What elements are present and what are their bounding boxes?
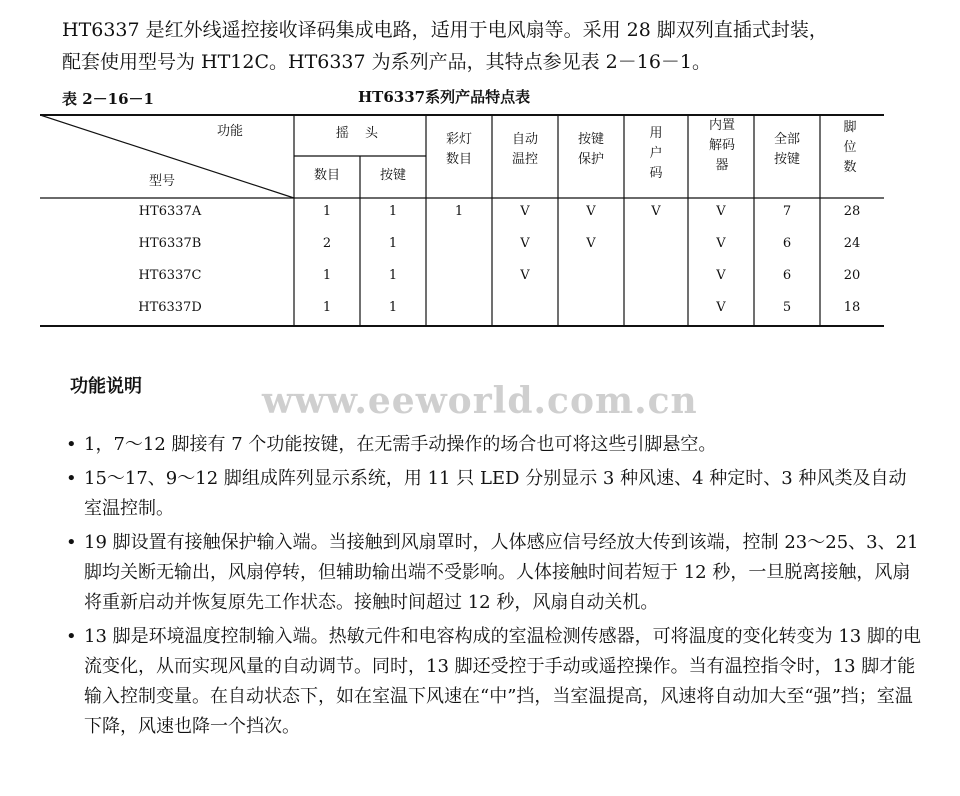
watermark: www.eeworld.com.cn	[262, 380, 698, 422]
bullet-item	[62, 464, 922, 524]
row-a-pins: 28	[843, 204, 861, 219]
bullet-item	[62, 622, 922, 742]
row-a-protect: V	[586, 204, 596, 219]
intro-line-1: HT6337 是红外线遥控接收译码集成电路，适用于电风扇等。采用 28 脚双列直插式封装，	[62, 19, 828, 41]
bullet-list	[62, 430, 922, 746]
header-anjianbaohu: 按键保护	[577, 132, 604, 167]
feature-table	[40, 114, 884, 328]
row-c-decoder: V	[716, 268, 726, 283]
row-a-keys: 7	[782, 204, 792, 219]
bullet-dot: •	[66, 434, 77, 455]
intro-paragraph	[62, 14, 922, 78]
header-zidong: 自动温控	[511, 132, 538, 167]
row-b-yt-key: 1	[388, 236, 398, 251]
bullet-text: 15～17、9～12 脚组成阵列显示系统，用 11 只 LED 分别显示 3 种风速、4 种定时、3 种风类及自动室温控制。	[84, 468, 907, 519]
header-quanbu: 全部按键	[773, 132, 800, 167]
bullet-dot: •	[66, 532, 77, 553]
row-c-pins: 20	[843, 268, 861, 283]
row-b-pins: 24	[843, 236, 861, 251]
header-anjian: 按键	[379, 168, 406, 183]
row-c-yt-key: 1	[388, 268, 398, 283]
row-d-model: HT6337D	[138, 300, 202, 315]
row-d-pins: 18	[843, 300, 861, 315]
row-b-model: HT6337B	[138, 236, 202, 251]
row-c-auto: V	[520, 268, 530, 283]
row-a-model: HT6337A	[138, 204, 202, 219]
row-d-yt-key: 1	[388, 300, 398, 315]
table-number: 表 2－16－1	[62, 90, 154, 108]
corner-function-label: 功能	[216, 124, 243, 139]
header-jiaowei: 脚位数	[843, 120, 857, 175]
bullet-dot: •	[66, 468, 77, 489]
bullet-text: 1，7～12 脚接有 7 个功能按键，在无需手动操作的场合也可将这些引脚悬空。	[84, 434, 717, 455]
row-b-auto: V	[520, 236, 530, 251]
bullet-item	[62, 528, 922, 618]
corner-model-label: 型号	[148, 174, 175, 189]
bullet-text: 13 脚是环境温度控制输入端。热敏元件和电容构成的室温检测传感器，可将温度的变化转变为 13 脚的电流变化，从而实现风量的自动调节。同时，13 脚还受控于手动或遥控操作。当有温控指令时，13 脚才能输入控制变量。在自动状态下，如在室温下风速在“中”挡，当室温提高，风速将自动加大至“强”挡；室温下降，风速也降一个挡次。	[84, 626, 921, 737]
header-yaotou: 摇 头	[335, 126, 385, 141]
row-c-yt-num: 1	[322, 268, 332, 283]
intro-line-2: 配套使用型号为 HT12C。HT6337 为系列产品，其特点参见表 2－16－1。	[62, 51, 712, 73]
row-b-protect: V	[586, 236, 596, 251]
header-yonghuma: 用户码	[649, 126, 663, 181]
table-title: HT6337系列产品特点表	[358, 88, 531, 106]
row-a-yt-num: 1	[322, 204, 332, 219]
row-d-decoder: V	[716, 300, 726, 315]
header-caideng: 彩灯数目	[445, 132, 472, 167]
row-d-keys: 5	[782, 300, 792, 315]
row-a-yt-key: 1	[388, 204, 398, 219]
row-a-lamp: 1	[454, 204, 464, 219]
row-a-auto: V	[520, 204, 530, 219]
row-a-user: V	[651, 204, 661, 219]
row-a-decoder: V	[716, 204, 726, 219]
section-title: 功能说明	[70, 376, 142, 397]
header-shumu: 数目	[313, 168, 340, 183]
bullet-text: 19 脚设置有接触保护输入端。当接触到风扇罩时，人体感应信号经放大传到该端，控制 23～25、3、21 脚均关断无输出，风扇停转，但辅助输出端不受影响。人体接触时间若短于 12 秒，一旦脱离接触，风扇将重新启动并恢复原先工作状态。接触时间超过 12 秒，风扇自动关机。	[84, 532, 919, 613]
row-d-yt-num: 1	[322, 300, 332, 315]
row-b-decoder: V	[716, 236, 726, 251]
row-b-keys: 6	[782, 236, 792, 251]
bullet-item	[62, 430, 922, 460]
header-neizhi: 内置解码器	[708, 118, 735, 173]
row-b-yt-num: 2	[322, 236, 332, 251]
row-c-model: HT6337C	[138, 268, 202, 283]
bullet-dot: •	[66, 626, 77, 647]
row-c-keys: 6	[782, 268, 792, 283]
